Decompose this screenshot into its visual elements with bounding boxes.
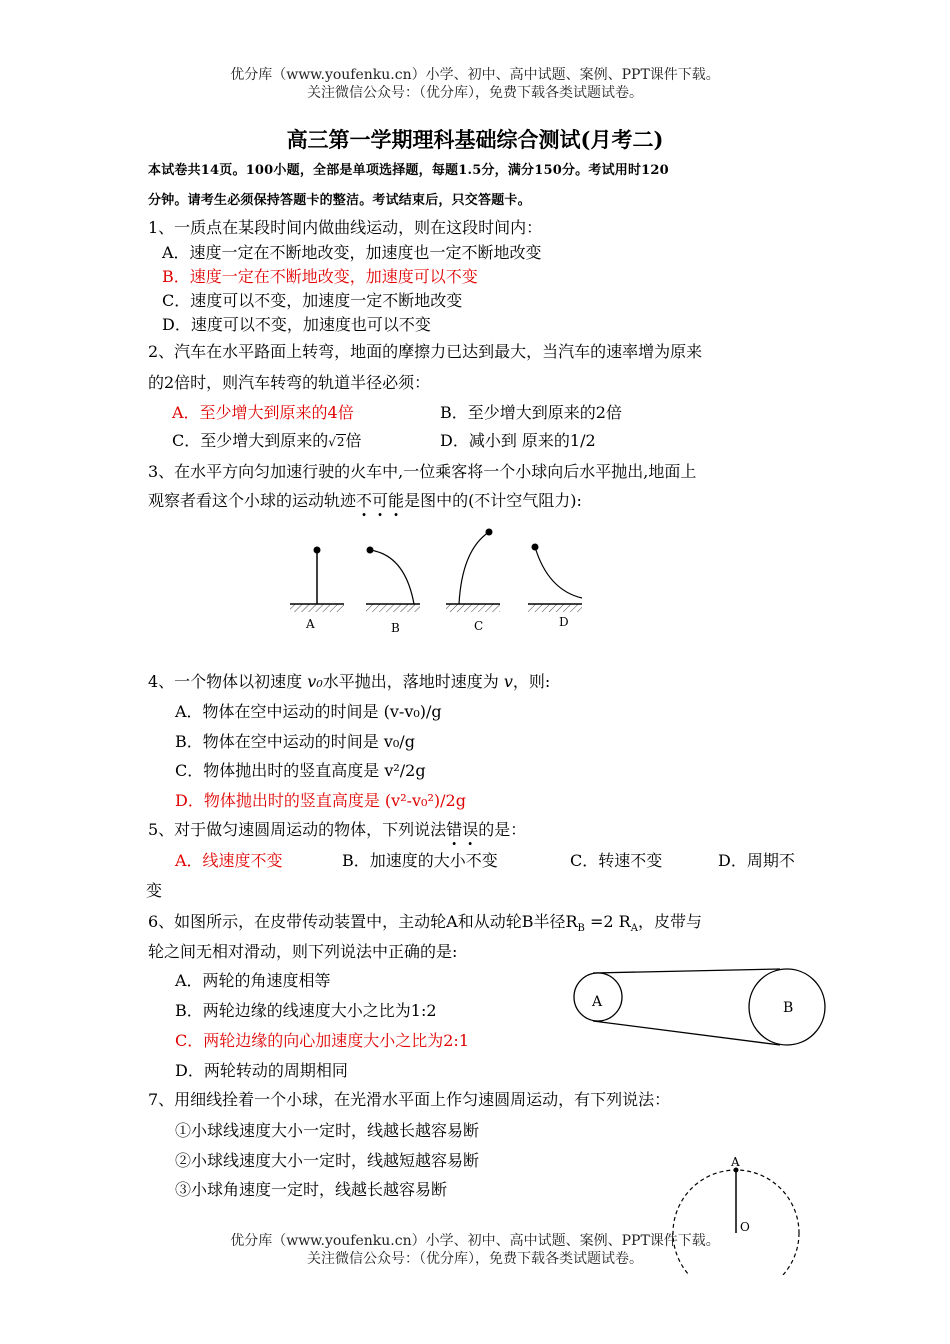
- q7-stem: 7、用细线拴着一个小球，在光滑水平面上作匀速圆周运动，有下列说法：: [148, 1090, 671, 1109]
- point-label-a: A: [731, 1155, 740, 1169]
- q7-item-1: ①小球线速度大小一定时，线越长越容易断: [175, 1121, 480, 1140]
- q6-option-d: D．两轮转动的周期相同: [175, 1061, 348, 1080]
- intro-line-2: 分钟。请考生必须保持答题卡的整洁。考试结束后，只交答题卡。: [148, 193, 531, 208]
- q6-stem-1-mid: =2 R: [584, 912, 631, 931]
- q4-option-a: A．物体在空中运动的时间是 (v-v₀)/g: [175, 702, 442, 721]
- q6-option-b: B．两轮边缘的线速度大小之比为1:2: [175, 1001, 437, 1020]
- q4-stem-pre: 4、一个物体以初速度: [148, 672, 308, 691]
- q2-stem-1: 2、汽车在水平路面上转弯，地面的摩擦力已达到最大，当汽车的速率增为原来: [148, 342, 703, 361]
- q1-option-b: B．速度一定在不断地改变，加速度可以不变: [162, 267, 478, 286]
- q3-stem-2-post: 是图中的(不计空气阻力):: [404, 491, 582, 510]
- pulley-label-b: B: [783, 1000, 794, 1016]
- footer-line-1: 优分库（www.youfenku.cn）小学、初中、高中试题、案例、PPT课件下载。: [230, 1233, 720, 1249]
- q4-stem: [148, 669, 550, 692]
- q4-final-velocity: v: [503, 672, 513, 691]
- q7-item-2: ②小球线速度大小一定时，线越短越容易断: [175, 1151, 480, 1170]
- emphasis-char: 不: [356, 491, 373, 510]
- fig-label-b: B: [391, 621, 400, 635]
- q5-option-a: A．线速度不变: [175, 851, 283, 870]
- footer-line-2: 关注微信公众号：（优分库），免费下载各类试题试卷。: [307, 1251, 643, 1267]
- q1-stem: 1、一质点在某段时间内做曲线运动，则在这段时间内：: [148, 218, 543, 237]
- q2-option-d: D．减小到 原来的1/2: [440, 431, 596, 450]
- q5-option-b: B．加速度的大小不变: [342, 851, 498, 870]
- q4-stem-post: ，则:: [512, 672, 551, 691]
- sqrt-radicand: 2: [336, 435, 345, 449]
- fig-label-a: A: [306, 617, 315, 631]
- emphasis-char: 能: [388, 491, 405, 510]
- sqrt-symbol: √2: [328, 435, 345, 449]
- q1-option-a: A．速度一定在不断地改变，加速度也一定不断地改变: [162, 243, 542, 262]
- subscript-a: A: [630, 923, 638, 935]
- q6-stem-2: 轮之间无相对滑动，则下列说法中正确的是:: [148, 942, 458, 961]
- q1-option-d: D．速度可以不变，加速度也可以不变: [162, 315, 431, 334]
- q2-option-a: A．至少增大到原来的4倍: [172, 403, 354, 422]
- q5-option-d-continued: 变: [146, 881, 163, 900]
- q3-stem-1: 3、在水平方向匀加速行驶的火车中,一位乘客将一个小球向后水平抛出,地面上: [148, 462, 697, 481]
- subscript-b: B: [577, 923, 585, 935]
- pulley-label-a: A: [592, 994, 603, 1010]
- belt-drive-figure: [565, 960, 835, 1050]
- q5-stem-post: 的是：: [478, 820, 527, 839]
- emphasis-char: 误: [462, 820, 479, 839]
- page-title: 高三第一学期理科基础综合测试(月考二): [286, 127, 664, 152]
- belt-top: [593, 969, 780, 973]
- trajectory-a: [290, 547, 344, 632]
- q4-option-d: D．物体抛出时的竖直高度是 (v²-v₀²)/2g: [175, 791, 466, 810]
- fig-label-c: C: [474, 619, 484, 633]
- emphasis-char: 错: [446, 820, 463, 839]
- q3-stem-2-pre: 观察者看这个小球的运动轨迹: [148, 491, 357, 510]
- fig-label-d: D: [559, 615, 569, 629]
- q4-option-b: B．物体在空中运动的时间是 v₀/g: [175, 732, 415, 751]
- trajectory-b: [366, 547, 420, 636]
- point-label-o: O: [740, 1220, 750, 1234]
- q5-stem-pre: 5、对于做匀速圆周运动的物体，下列说法: [148, 820, 447, 839]
- q2-option-c-text: C．至少增大到原来的: [172, 431, 329, 450]
- q2-option-c: [172, 428, 362, 451]
- q1-option-c: C．速度可以不变，加速度一定不断地改变: [162, 291, 463, 310]
- q5-stem: [148, 817, 526, 840]
- q6-option-a: A．两轮的角速度相等: [175, 971, 331, 990]
- q5-option-d: D．周期不: [718, 851, 795, 870]
- q7-item-3: ③小球角速度一定时，线越长越容易断: [175, 1180, 448, 1199]
- q4-option-c: C．物体抛出时的竖直高度是 v²/2g: [175, 761, 426, 780]
- q4-stem-mid: 水平抛出，落地时速度为: [322, 672, 504, 691]
- trajectory-c: [446, 529, 500, 634]
- q6-stem-1-post: ，皮带与: [637, 912, 702, 931]
- emphasis-char: 可: [372, 491, 389, 510]
- q2-option-c-suffix: 倍: [345, 431, 362, 450]
- q6-stem-1: [148, 909, 702, 934]
- header-line-1: 优分库（www.youfenku.cn）小学、初中、高中试题、案例、PPT课件下载。: [230, 67, 720, 83]
- header-line-2: 关注微信公众号：（优分库），免费下载各类试题试卷。: [307, 85, 643, 101]
- trajectory-d: [528, 544, 582, 630]
- q2-option-b: B．至少增大到原来的2倍: [440, 403, 622, 422]
- intro-line-1: 本试卷共14页。100小题，全部是单项选择题，每题1.5分，满分150分。考试用时120: [148, 163, 669, 178]
- q3-trajectory-figure: [280, 520, 600, 635]
- q3-stem-2: [148, 488, 582, 511]
- q4-initial-velocity: v₀: [307, 672, 323, 691]
- q6-option-c: C．两轮边缘的向心加速度大小之比为2:1: [175, 1031, 469, 1050]
- belt-bottom: [593, 1021, 780, 1045]
- q5-option-c: C．转速不变: [570, 851, 663, 870]
- q6-stem-1-pre: 6、如图所示，在皮带传动装置中，主动轮A和从动轮B半径R: [148, 912, 578, 931]
- q2-stem-2: 的2倍时，则汽车转弯的轨道半径必须：: [148, 373, 431, 392]
